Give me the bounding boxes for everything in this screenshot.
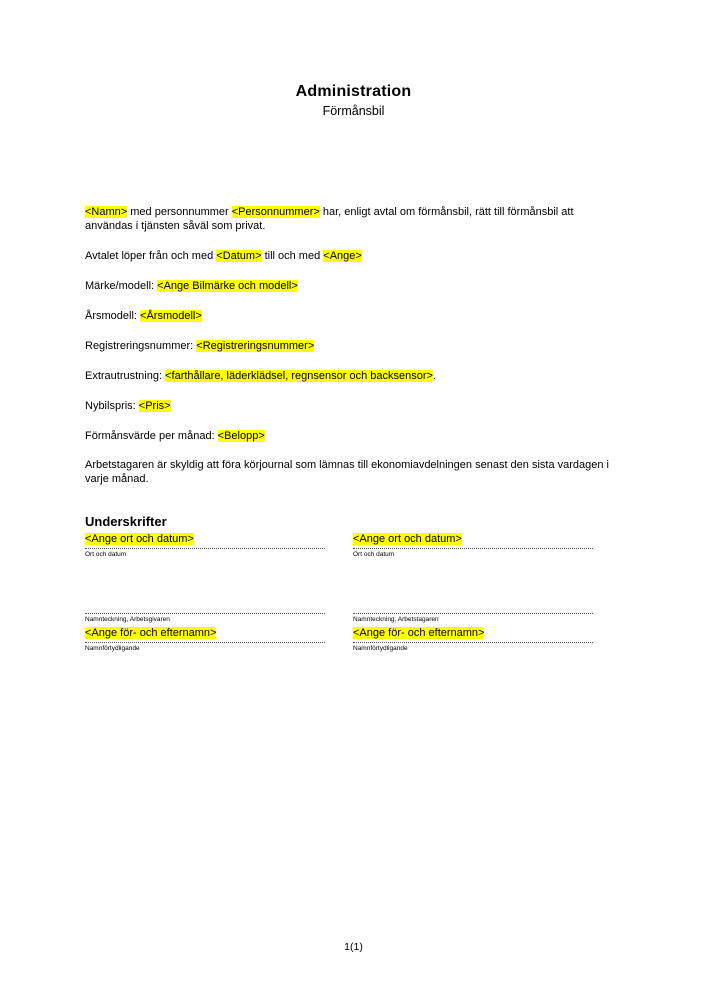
signatures-heading: Underskrifter: [85, 514, 167, 529]
signature-caption-employer: Namnteckning, Arbetsgivaren: [85, 616, 170, 623]
signature-line: [353, 641, 593, 643]
signature-line: [353, 612, 593, 614]
paragraph-registration: [85, 339, 623, 353]
label-new-price: Nybilspris:: [85, 400, 139, 412]
paragraph-make-model: [85, 279, 623, 293]
signature-place-date-right: [353, 532, 593, 559]
label-make-model: Märke/modell:: [85, 280, 158, 292]
page-title: Administration: [295, 83, 412, 100]
signature-block: [85, 532, 623, 672]
field-extra-equipment: <farthållare, läderklädsel, regnsensor och backsensor>: [165, 370, 433, 382]
field-registration: <Registreringsnummer>: [196, 340, 315, 352]
signature-line: [353, 547, 593, 549]
signature-name-right: [353, 612, 593, 653]
signature-line: [85, 612, 325, 614]
signature-name-left: [85, 612, 325, 653]
paragraph-logbook: Arbetstagaren är skyldig att föra körjournal som lämnas till ekonomiavdelningen senast den sista vardagen i varje månad.: [85, 459, 610, 485]
field-name-employee: <Ange för- och efternamn>: [353, 627, 485, 639]
field-place-date-employee: <Ange ort och datum>: [353, 533, 462, 545]
field-place-date-employer: <Ange ort och datum>: [85, 533, 194, 545]
signature-row-names: [85, 612, 623, 672]
page-footer: [0, 941, 707, 953]
paragraph-extra-equipment: [85, 369, 623, 383]
text-intro-2: har, enligt avtal om förmånsbil, rätt till förmånsbil att användas i tjänsten såväl som privat.: [85, 206, 574, 232]
field-new-price: <Pris>: [138, 400, 171, 412]
field-datum-till: <Ange>: [323, 250, 362, 262]
field-name-employer: <Ange för- och efternamn>: [85, 627, 217, 639]
signature-caption-clarification-left: Namnförtydligande: [85, 645, 140, 652]
label-benefit-value: Förmånsvärde per månad:: [85, 430, 218, 442]
text-period-1: Avtalet löper från och med: [85, 250, 217, 262]
document-header: [0, 82, 707, 119]
signature-place-date-left: [85, 532, 325, 559]
paragraph-benefit-value: [85, 429, 623, 443]
document-body: [85, 205, 623, 529]
signature-caption-employee: Namnteckning, Arbetstagaren: [353, 616, 439, 623]
field-year-model: <Årsmodell>: [140, 310, 202, 322]
text-extra-equipment-end: .: [432, 370, 436, 382]
text-period-2: till och med: [261, 250, 324, 262]
signature-line: [85, 547, 325, 549]
field-personnummer: <Personnummer>: [231, 206, 320, 218]
paragraph-new-price: [85, 399, 623, 413]
paragraph-period: [85, 249, 623, 263]
paragraph-intro: [85, 205, 623, 233]
field-datum-from: <Datum>: [216, 250, 262, 262]
signature-line: [85, 641, 325, 643]
paragraph-year-model: [85, 309, 623, 323]
field-benefit-value: <Belopp>: [217, 430, 265, 442]
signature-caption-clarification-right: Namnförtydligande: [353, 645, 408, 652]
signature-caption-place-date-right: Ort och datum: [353, 551, 395, 558]
label-registration: Registreringsnummer:: [85, 340, 197, 352]
label-extra-equipment: Extrautrustning:: [85, 370, 166, 382]
signature-caption-place-date-left: Ort och datum: [85, 551, 127, 558]
field-make-model: <Ange Bilmärke och modell>: [157, 280, 298, 292]
text-intro-1: med personnummer: [127, 206, 232, 218]
page-subtitle: Förmånsbil: [322, 104, 385, 118]
field-namn: <Namn>: [85, 206, 128, 218]
label-year-model: Årsmodell:: [85, 310, 141, 322]
page-number: 1(1): [344, 941, 363, 953]
signature-row-place-date: [85, 532, 623, 582]
